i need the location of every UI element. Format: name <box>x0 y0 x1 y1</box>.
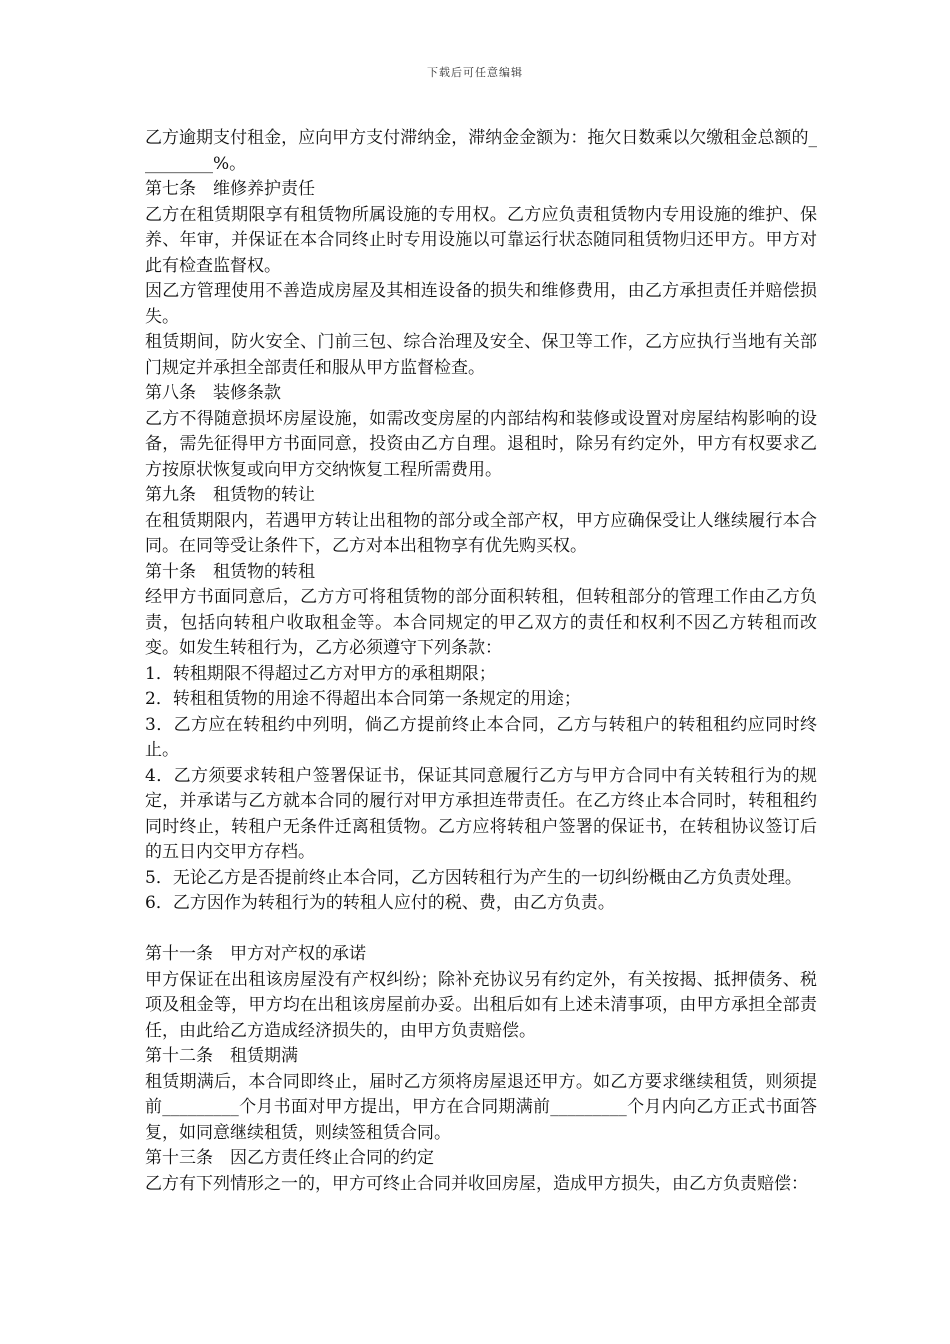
paragraph: 租赁期间，防火安全、门前三包、综合治理及安全、保卫等工作，乙方应执行当地有关部门规定并承担全部责任和服从甲方监督检查。 <box>145 332 817 378</box>
article-heading: 第十一条 甲方对产权的承诺 <box>145 944 366 964</box>
article-heading: 第十条 租赁物的转租 <box>145 561 315 582</box>
paragraph: 在租赁期限内，若遇甲方转让出租物的部分或全部产权，甲方应确保受让人继续履行本合同。在同等受让条件下，乙方对本出租物享有优先购买权。 <box>145 510 817 556</box>
blank-line <box>145 917 817 943</box>
article-heading: 第八条 装修条款 <box>145 383 281 403</box>
document-body <box>145 126 817 1197</box>
paragraph: 经甲方书面同意后，乙方方可将租赁物的部分面积转租，但转租部分的管理工作由乙方负责，包括向转租户收取租金等。本合同规定的甲乙双方的责任和权利不因乙方转租而改变。如发生转租行为，乙方必须遵守下列条款： <box>145 587 817 658</box>
page-header: 下载后可任意编辑 <box>427 66 523 79</box>
paragraph: 租赁期满后，本合同即终止，届时乙方须将房屋退还甲方。如乙方要求继续租赁，则须提前_________个月书面对甲方提出，甲方在合同期满前_________个月内向乙方正式书面答复，如同意继续租赁，则续签租赁合同。 <box>145 1071 817 1143</box>
article-heading: 第十二条 租赁期满 <box>145 1046 298 1066</box>
paragraph: 甲方保证在出租该房屋没有产权纠纷；除补充协议另有约定外，有关按揭、抵押债务、税项及租金等，甲方均在出租该房屋前办妥。出租后如有上述未清事项，由甲方承担全部责任，由此给乙方造成经济损失的，由甲方负责赔偿。 <box>145 969 817 1041</box>
list-item: 6．乙方因作为转租行为的转租人应付的税、费，由乙方负责。 <box>145 893 615 913</box>
list-item: 2．转租租赁物的用途不得超出本合同第一条规定的用途； <box>145 689 581 709</box>
article-heading: 第七条 维修养护责任 <box>145 179 315 199</box>
article-heading: 第九条 租赁物的转让 <box>145 485 315 505</box>
paragraph: 乙方不得随意损坏房屋设施，如需改变房屋的内部结构和装修或设置对房屋结构影响的设备，需先征得甲方书面同意，投资由乙方自理。退租时，除另有约定外，甲方有权要求乙方按原状恢复或向甲方交纳恢复工程所需费用。 <box>145 408 817 480</box>
list-item: 4．乙方须要求转租户签署保证书，保证其同意履行乙方与甲方合同中有关转租行为的规定，并承诺与乙方就本合同的履行对甲方承担连带责任。在乙方终止本合同时，转租租约同时终止，转租户无条件迁离租赁物。乙方应将转租户签署的保证书，在转租协议签订后的五日内交甲方存档。 <box>145 765 817 862</box>
paragraph: 乙方逾期支付租金，应向甲方支付滞纳金，滞纳金金额为：拖欠日数乘以欠缴租金总额的_________%。 <box>145 128 817 174</box>
list-item: 5．无论乙方是否提前终止本合同，乙方因转租行为产生的一切纠纷概由乙方负责处理。 <box>145 867 802 888</box>
list-item: 3．乙方应在转租约中列明，倘乙方提前终止本合同，乙方与转租户的转租租约应同时终止。 <box>145 714 817 760</box>
list-item: 1．转租期限不得超过乙方对甲方的承租期限； <box>145 663 496 684</box>
paragraph: 因乙方管理使用不善造成房屋及其相连设备的损失和维修费用，由乙方承担责任并赔偿损失。 <box>145 281 817 327</box>
article-heading: 第十三条 因乙方责任终止合同的约定 <box>145 1148 434 1168</box>
paragraph: 乙方有下列情形之一的，甲方可终止合同并收回房屋，造成甲方损失，由乙方负责赔偿： <box>145 1173 808 1194</box>
paragraph: 乙方在租赁期限享有租赁物所属设施的专用权。乙方应负责租赁物内专用设施的维护、保养、年审，并保证在本合同终止时专用设施以可靠运行状态随同租赁物归还甲方。甲方对此有检查监督权。 <box>145 204 817 276</box>
